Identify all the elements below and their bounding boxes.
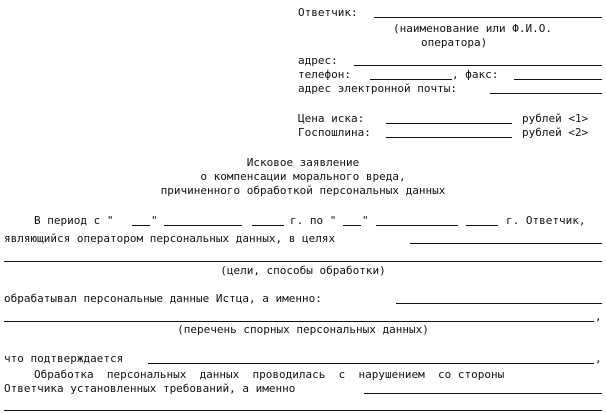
claim-price-label: Цена иска:: [298, 112, 365, 125]
purpose-hint: (цели, способы обработки): [220, 264, 386, 277]
phone-label: телефон:: [298, 68, 351, 81]
confirmed-line: что подтверждается: [4, 352, 124, 365]
year-respondent-text: г. Ответчик,: [506, 214, 586, 227]
fee-label: Госпошлина:: [298, 126, 371, 139]
comma-2: ,: [595, 352, 602, 365]
email-label: адрес электронной почты:: [298, 82, 457, 95]
period-from-text: В период с ": [34, 214, 114, 227]
claim-price-field[interactable]: [386, 123, 512, 124]
comma-1: ,: [595, 310, 602, 323]
fee-field[interactable]: [386, 137, 512, 138]
title-line3: причиненного обработкой персональных данных: [160, 184, 446, 197]
processed-line: обрабатывал персональные данные Истца, а именно:: [4, 292, 322, 305]
violation-line1: Обработка персональных данных проводилась с нарушением со стороны: [34, 368, 505, 381]
month-to-field[interactable]: [376, 225, 458, 226]
respondent-hint-line2: оператора): [421, 36, 488, 49]
respondent-name-field[interactable]: [374, 17, 602, 18]
year-to-text: г. по ": [290, 214, 337, 227]
quote-close-2: ": [362, 214, 369, 227]
claim-price-unit: рублей <1>: [522, 112, 589, 125]
personal-data-field-1[interactable]: [396, 303, 602, 304]
personal-data-field-2[interactable]: [4, 321, 594, 322]
year-from-field[interactable]: [252, 225, 284, 226]
violation-field-2[interactable]: [4, 410, 602, 411]
month-from-field[interactable]: [164, 225, 242, 226]
operator-line: являющийся оператором персональных данных, в целях: [4, 232, 336, 245]
title-line2: о компенсации морального вреда,: [200, 170, 406, 183]
violation-field-1[interactable]: [364, 393, 602, 394]
respondent-label: Ответчик:: [298, 6, 358, 19]
year-to-field[interactable]: [466, 225, 498, 226]
day-to-field[interactable]: [343, 225, 361, 226]
violation-line2: Ответчика установленных требований, а именно: [4, 382, 296, 395]
title-line1: Исковое заявление: [246, 156, 360, 169]
purpose-field-1[interactable]: [410, 243, 602, 244]
day-from-field[interactable]: [132, 225, 150, 226]
address-label: адрес:: [298, 54, 338, 67]
fax-label: , факс:: [452, 68, 499, 81]
evidence-field[interactable]: [148, 363, 594, 364]
email-field[interactable]: [490, 93, 602, 94]
fax-field[interactable]: [514, 79, 602, 80]
respondent-hint-line1: (наименование или Ф.И.О.: [393, 22, 552, 35]
phone-field[interactable]: [370, 79, 452, 80]
purpose-field-2[interactable]: [4, 261, 602, 262]
fee-unit: рублей <2>: [522, 126, 589, 139]
list-hint: (перечень спорных персональных данных): [177, 323, 429, 336]
quote-close-1: ": [151, 214, 158, 227]
address-field[interactable]: [354, 65, 602, 66]
